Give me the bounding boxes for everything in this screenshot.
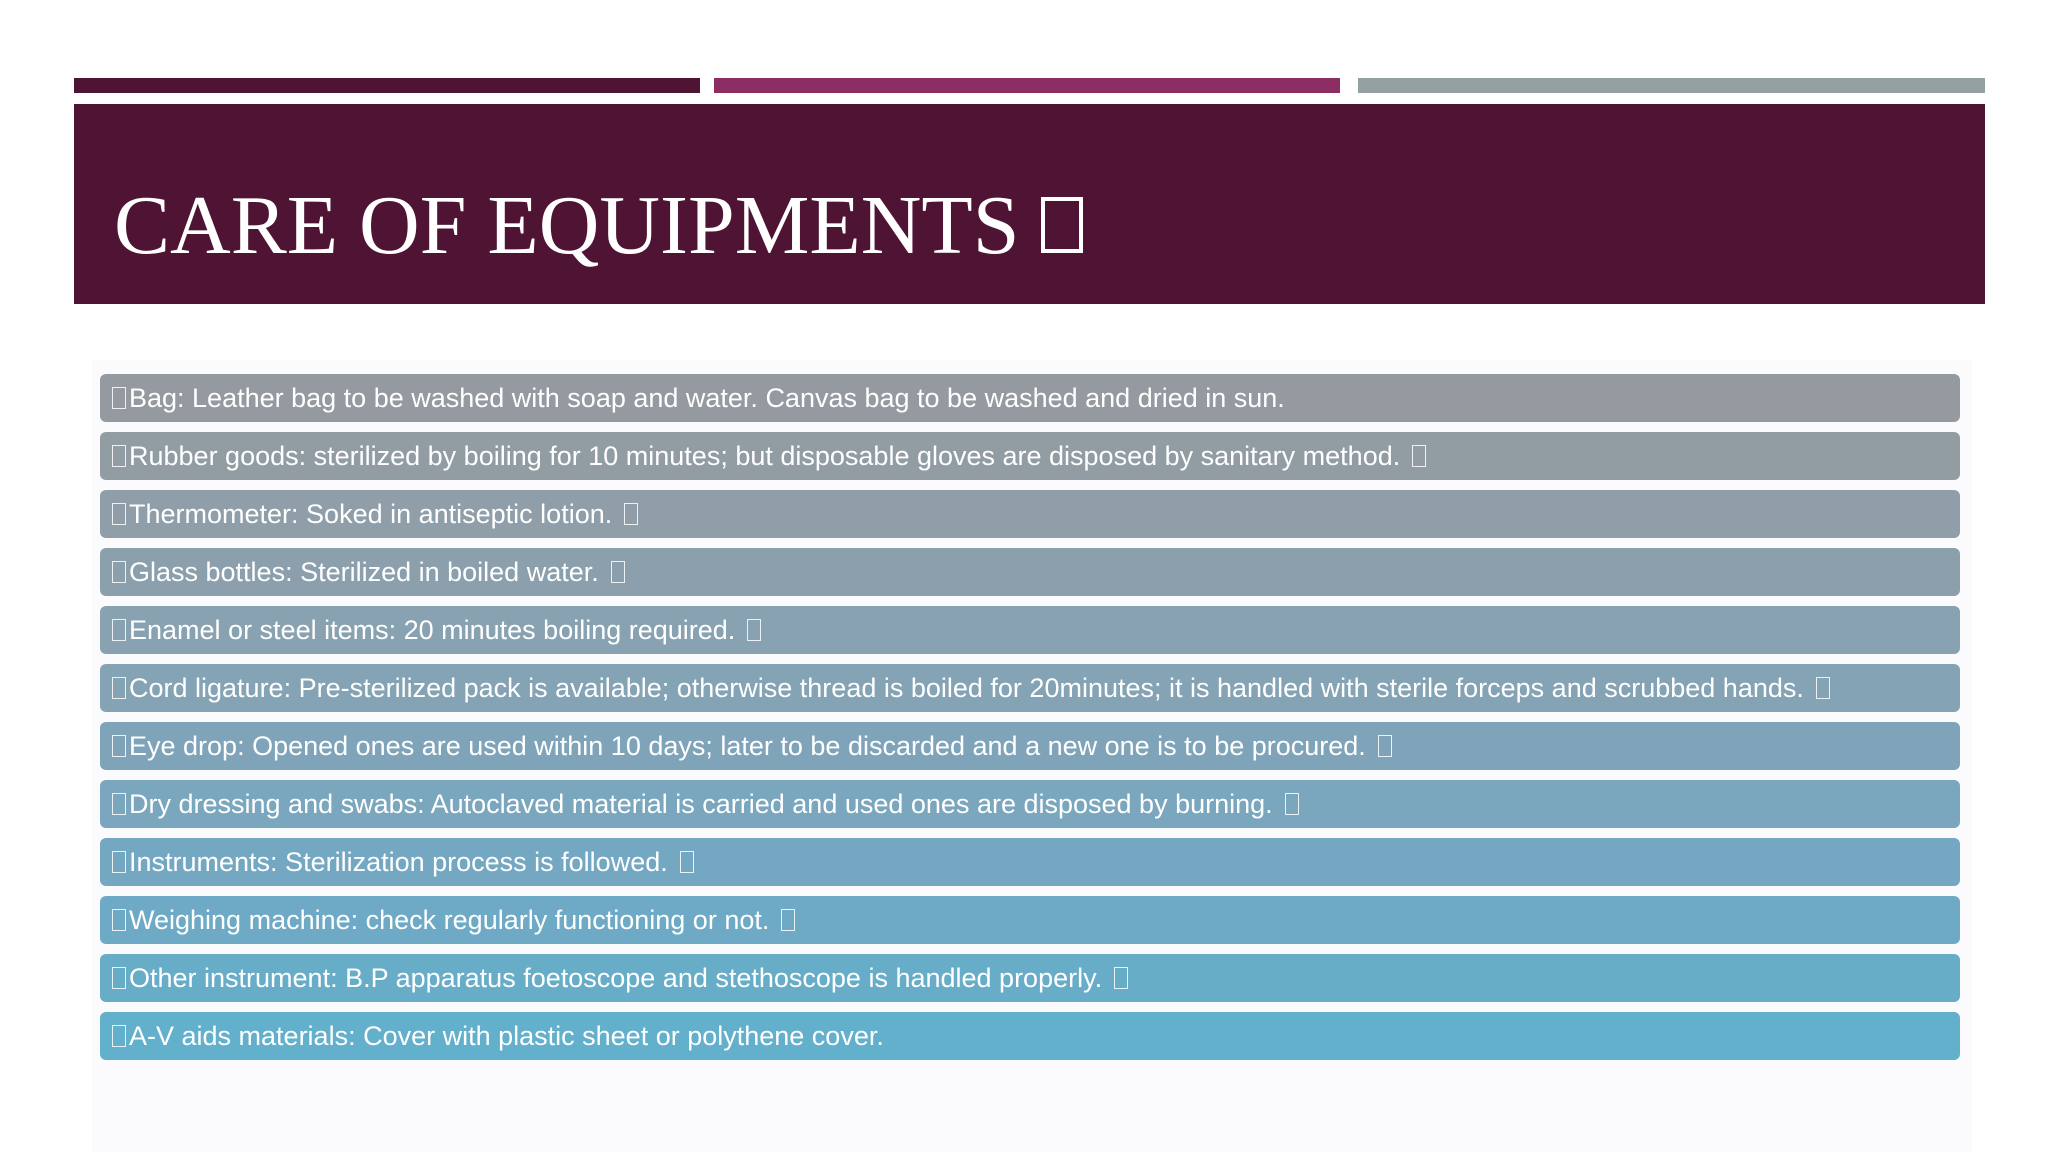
list-item-text: Bag: Leather bag to be washed with soap and water. Canvas bag to be washed and dried in sun. <box>129 382 1285 413</box>
missing-glyph-box-icon <box>112 677 126 699</box>
missing-glyph-box-icon <box>624 503 638 525</box>
missing-glyph-box-icon <box>680 851 694 873</box>
missing-glyph-box-icon <box>112 967 126 989</box>
missing-glyph-box-icon <box>781 909 795 931</box>
missing-glyph-box-icon <box>112 851 126 873</box>
accent-bar-dark <box>74 78 700 93</box>
missing-glyph-box-icon <box>1285 793 1299 815</box>
list-item <box>100 722 1960 770</box>
list-item-text: Instruments: Sterilization process is followed. <box>129 846 668 877</box>
list-item <box>100 896 1960 944</box>
list-item <box>100 664 1960 712</box>
list-item-text: A-V aids materials: Cover with plastic sheet or polythene cover. <box>129 1020 884 1051</box>
missing-glyph-box-icon <box>112 561 126 583</box>
missing-glyph-box-icon <box>1412 445 1426 467</box>
list-item-text: Thermometer: Soked in antiseptic lotion. <box>129 498 613 529</box>
list-item <box>100 1012 1960 1060</box>
list-item-text: Cord ligature: Pre-sterilized pack is available; otherwise thread is boiled for 20minutes; it is handled with sterile forceps and scrubbed hands. <box>129 672 1804 703</box>
missing-glyph-box-icon <box>1041 197 1083 253</box>
list-item <box>100 954 1960 1002</box>
missing-glyph-box-icon <box>112 619 126 641</box>
missing-glyph-box-icon <box>1378 735 1392 757</box>
missing-glyph-box-icon <box>112 1025 126 1047</box>
list-item-text: Glass bottles: Sterilized in boiled water. <box>129 556 599 587</box>
list-item-text: Rubber goods: sterilized by boiling for 10 minutes; but disposable gloves are disposed by sanitary method. <box>129 440 1401 471</box>
missing-glyph-box-icon <box>112 445 126 467</box>
missing-glyph-box-icon <box>112 735 126 757</box>
missing-glyph-box-icon <box>747 619 761 641</box>
missing-glyph-box-icon <box>112 793 126 815</box>
equipment-care-list <box>100 374 1960 1070</box>
missing-glyph-box-icon <box>1816 677 1830 699</box>
list-item <box>100 432 1960 480</box>
list-item <box>100 838 1960 886</box>
slide-title <box>114 179 1083 272</box>
missing-glyph-box-icon <box>112 909 126 931</box>
title-band <box>74 104 1985 304</box>
missing-glyph-box-icon <box>112 503 126 525</box>
list-item-text: Eye drop: Opened ones are used within 10 days; later to be discarded and a new one is to be procured. <box>129 730 1366 761</box>
list-item <box>100 490 1960 538</box>
missing-glyph-box-icon <box>1114 967 1128 989</box>
missing-glyph-box-icon <box>112 387 126 409</box>
list-item <box>100 548 1960 596</box>
slide-title-text: CARE OF EQUIPMENTS <box>114 179 1020 272</box>
list-item <box>100 780 1960 828</box>
missing-glyph-box-icon <box>611 561 625 583</box>
list-item-text: Other instrument: B.P apparatus foetoscope and stethoscope is handled properly. <box>129 962 1103 993</box>
list-item <box>100 374 1960 422</box>
list-item-text: Weighing machine: check regularly functioning or not. <box>129 904 770 935</box>
list-item-text: Enamel or steel items: 20 minutes boiling required. <box>129 614 736 645</box>
list-item-text: Dry dressing and swabs: Autoclaved material is carried and used ones are disposed by burning. <box>129 788 1273 819</box>
list-item <box>100 606 1960 654</box>
accent-bar-gray <box>1358 78 1985 93</box>
accent-bar-magenta <box>714 78 1340 93</box>
